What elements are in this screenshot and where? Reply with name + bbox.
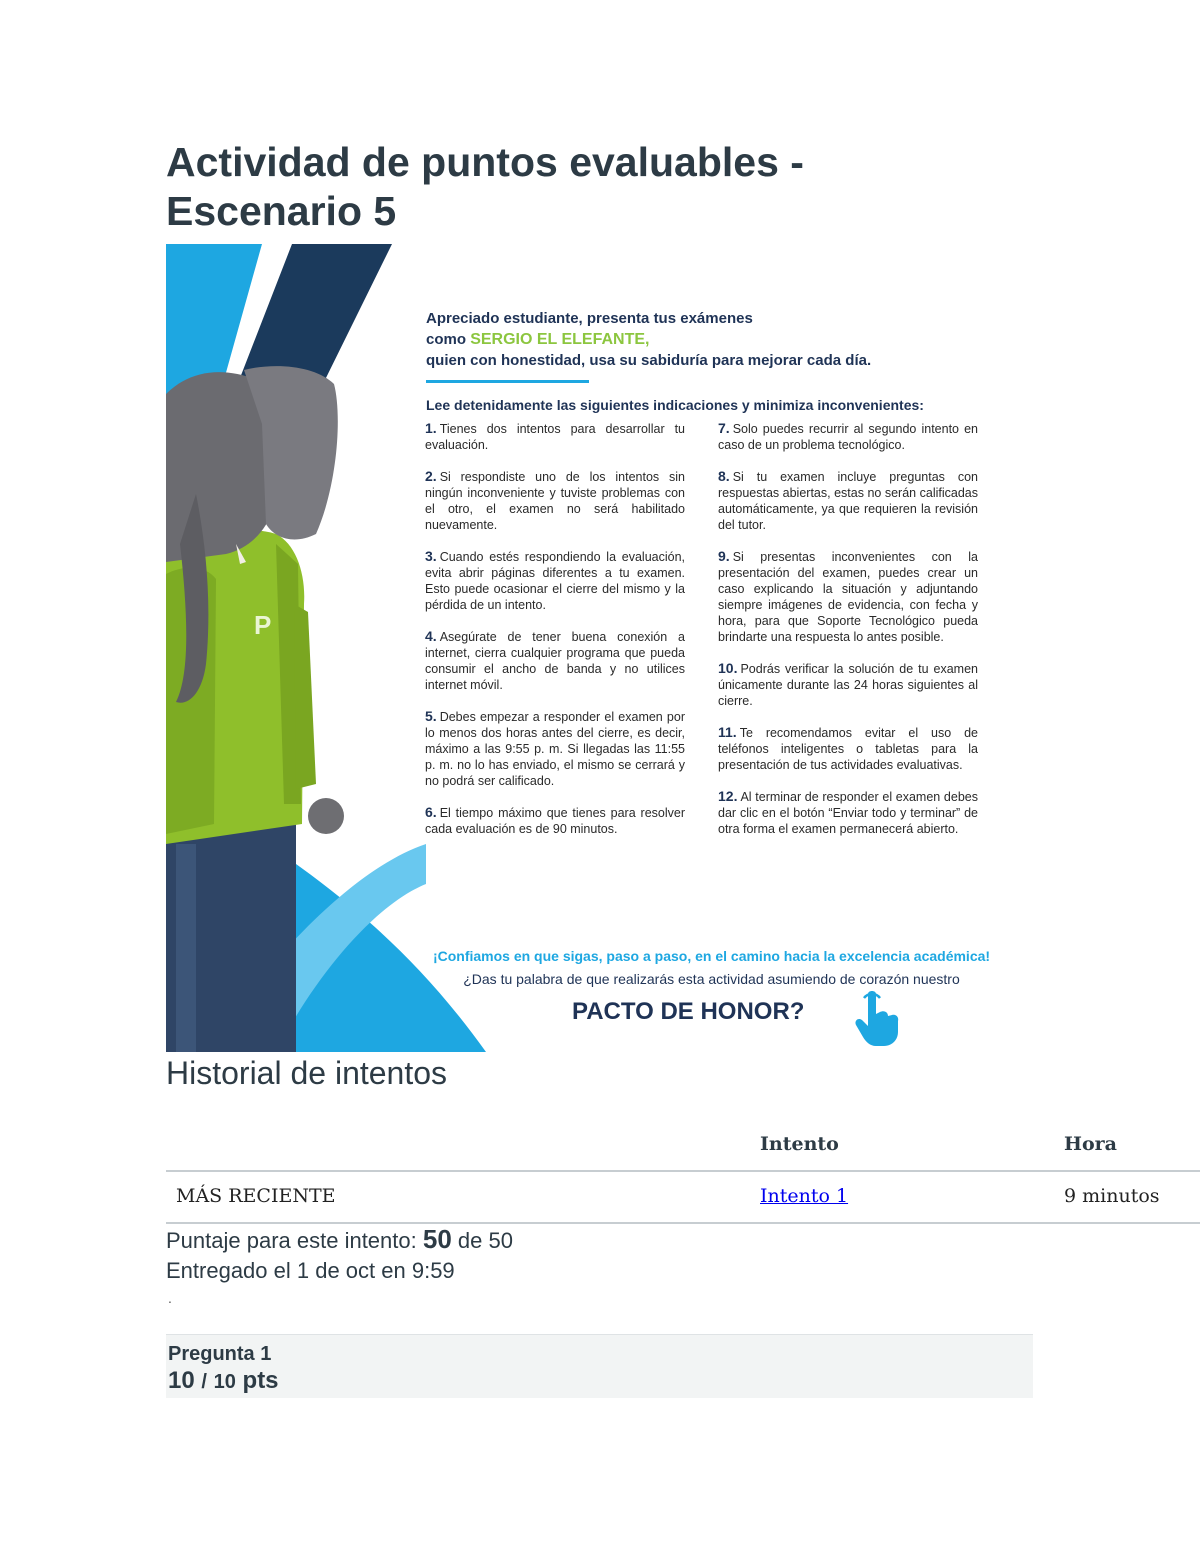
- hoodie-logo: P: [254, 610, 272, 640]
- attempt-history-table: [166, 1120, 1200, 1224]
- separator-dot: .: [168, 1290, 172, 1306]
- question-title: Pregunta 1: [168, 1343, 272, 1365]
- points-unit: pts: [242, 1367, 279, 1394]
- submitted-date: Entregado el 1 de oct en 9:59: [166, 1258, 455, 1283]
- intro-line-1: Apreciado estudiante, presenta tus exámenes: [426, 310, 753, 327]
- attempt-1-link[interactable]: Intento 1: [760, 1185, 849, 1207]
- attempt-history-title: Historial de intentos: [166, 1055, 448, 1091]
- page-title: Actividad de puntos evaluables - Escenario 5: [166, 139, 804, 234]
- instruction-item: 9. Si presentas inconvenientes con la presentación del examen, puedes crear un caso explicando la situación y adjuntando siempre imágenes de evidencia, con fecha y hora, para que Soporte Tecnológico pueda brindarte una respuesta lo antes posible.: [718, 548, 978, 644]
- elephant-fist: [308, 798, 344, 834]
- instruction-item: 5. Debes empezar a responder el examen por lo menos dos horas antes del cierre, es decir, máximo a las 9:55 p. m. Si llegadas las 11:55 p. m. no lo has enviado, el mismo se cerrará y no podrá ser calificado.: [425, 708, 685, 788]
- column-header-time: Hora: [1064, 1133, 1117, 1155]
- question-points: [168, 1367, 279, 1395]
- instruction-item: 7. Solo puedes recurrir al segundo intento en caso de un problema tecnológico.: [718, 420, 978, 452]
- instruction-item: 12. Al terminar de responder el examen debes dar clic en el botón “Enviar todo y terminar” de otra forma el examen permanecerá abierto.: [718, 788, 978, 836]
- pointing-hand-icon: [846, 988, 906, 1048]
- intro-line-2: [426, 329, 966, 350]
- score-total: de 50: [457, 1228, 513, 1253]
- most-recent-label: MÁS RECIENTE: [176, 1185, 336, 1207]
- points-earned: 10: [168, 1367, 195, 1394]
- instruction-item: 1. Tienes dos intentos para desarrollar tu evaluación.: [425, 420, 685, 452]
- column-header-attempt: Intento: [760, 1133, 839, 1155]
- intro-como: como: [426, 331, 467, 348]
- closing-line-1: ¡Confiamos en que sigas, paso a paso, en el camino hacia la excelencia académica!: [432, 948, 991, 964]
- intro-name: SERGIO EL ELEFANTE,: [470, 331, 650, 348]
- table-header: [166, 1120, 1200, 1172]
- score-label: Puntaje para este intento:: [166, 1228, 417, 1253]
- instruction-item: 3. Cuando estés respondiendo la evaluación, evita abrir páginas diferentes a tu examen. Esto puede ocasionar el cierre del mismo y la pérdida de un intento.: [425, 548, 685, 612]
- score-line: [166, 1224, 513, 1256]
- instruction-item: 6. El tiempo máximo que tienes para resolver cada evaluación es de 90 minutos.: [425, 804, 685, 836]
- attempt-duration: 9 minutos: [1064, 1185, 1160, 1207]
- score-value: 50: [422, 1224, 452, 1254]
- banner-intro: [426, 308, 966, 371]
- instruction-item: 10. Podrás verificar la solución de tu examen únicamente durante las 24 horas siguientes al cierre.: [718, 660, 978, 708]
- question-header: [166, 1334, 1033, 1398]
- honor-pact-banner: [166, 244, 1000, 1052]
- instruction-item: 4. Asegúrate de tener buena conexión a internet, cierra cualquier programa que pueda consumir el ancho de banda y no utilices internet móvil.: [425, 628, 685, 692]
- intro-divider: [426, 380, 589, 383]
- instruction-item: 2. Si respondiste uno de los intentos sin ningún inconveniente y tuviste problemas con el otro, el examen no será habilitado nuevamente.: [425, 468, 685, 532]
- instruction-item: 11. Te recomendamos evitar el uso de teléfonos inteligentes o tabletas para la presentación de tus actividades evaluativas.: [718, 724, 978, 772]
- instructions-right-column: [718, 420, 978, 852]
- instructions-lead: Lee detenidamente las siguientes indicaciones y minimiza inconvenientes:: [426, 397, 924, 413]
- points-total: 10: [213, 1371, 236, 1393]
- instructions-left-column: [425, 420, 685, 852]
- closing-line-2: ¿Das tu palabra de que realizarás esta actividad asumiendo de corazón nuestro: [463, 971, 960, 987]
- score-summary: [166, 1224, 513, 1286]
- instruction-item: 8. Si tu examen incluye preguntas con respuestas abiertas, estas no serán calificadas automáticamente, ya que requieren la revisión del tutor.: [718, 468, 978, 532]
- table-row: [166, 1172, 1200, 1224]
- honor-pact-heading: PACTO DE HONOR?: [572, 998, 805, 1025]
- intro-line-3: quien con honestidad, usa su sabiduría para mejorar cada día.: [426, 352, 872, 369]
- points-separator: /: [201, 1371, 207, 1393]
